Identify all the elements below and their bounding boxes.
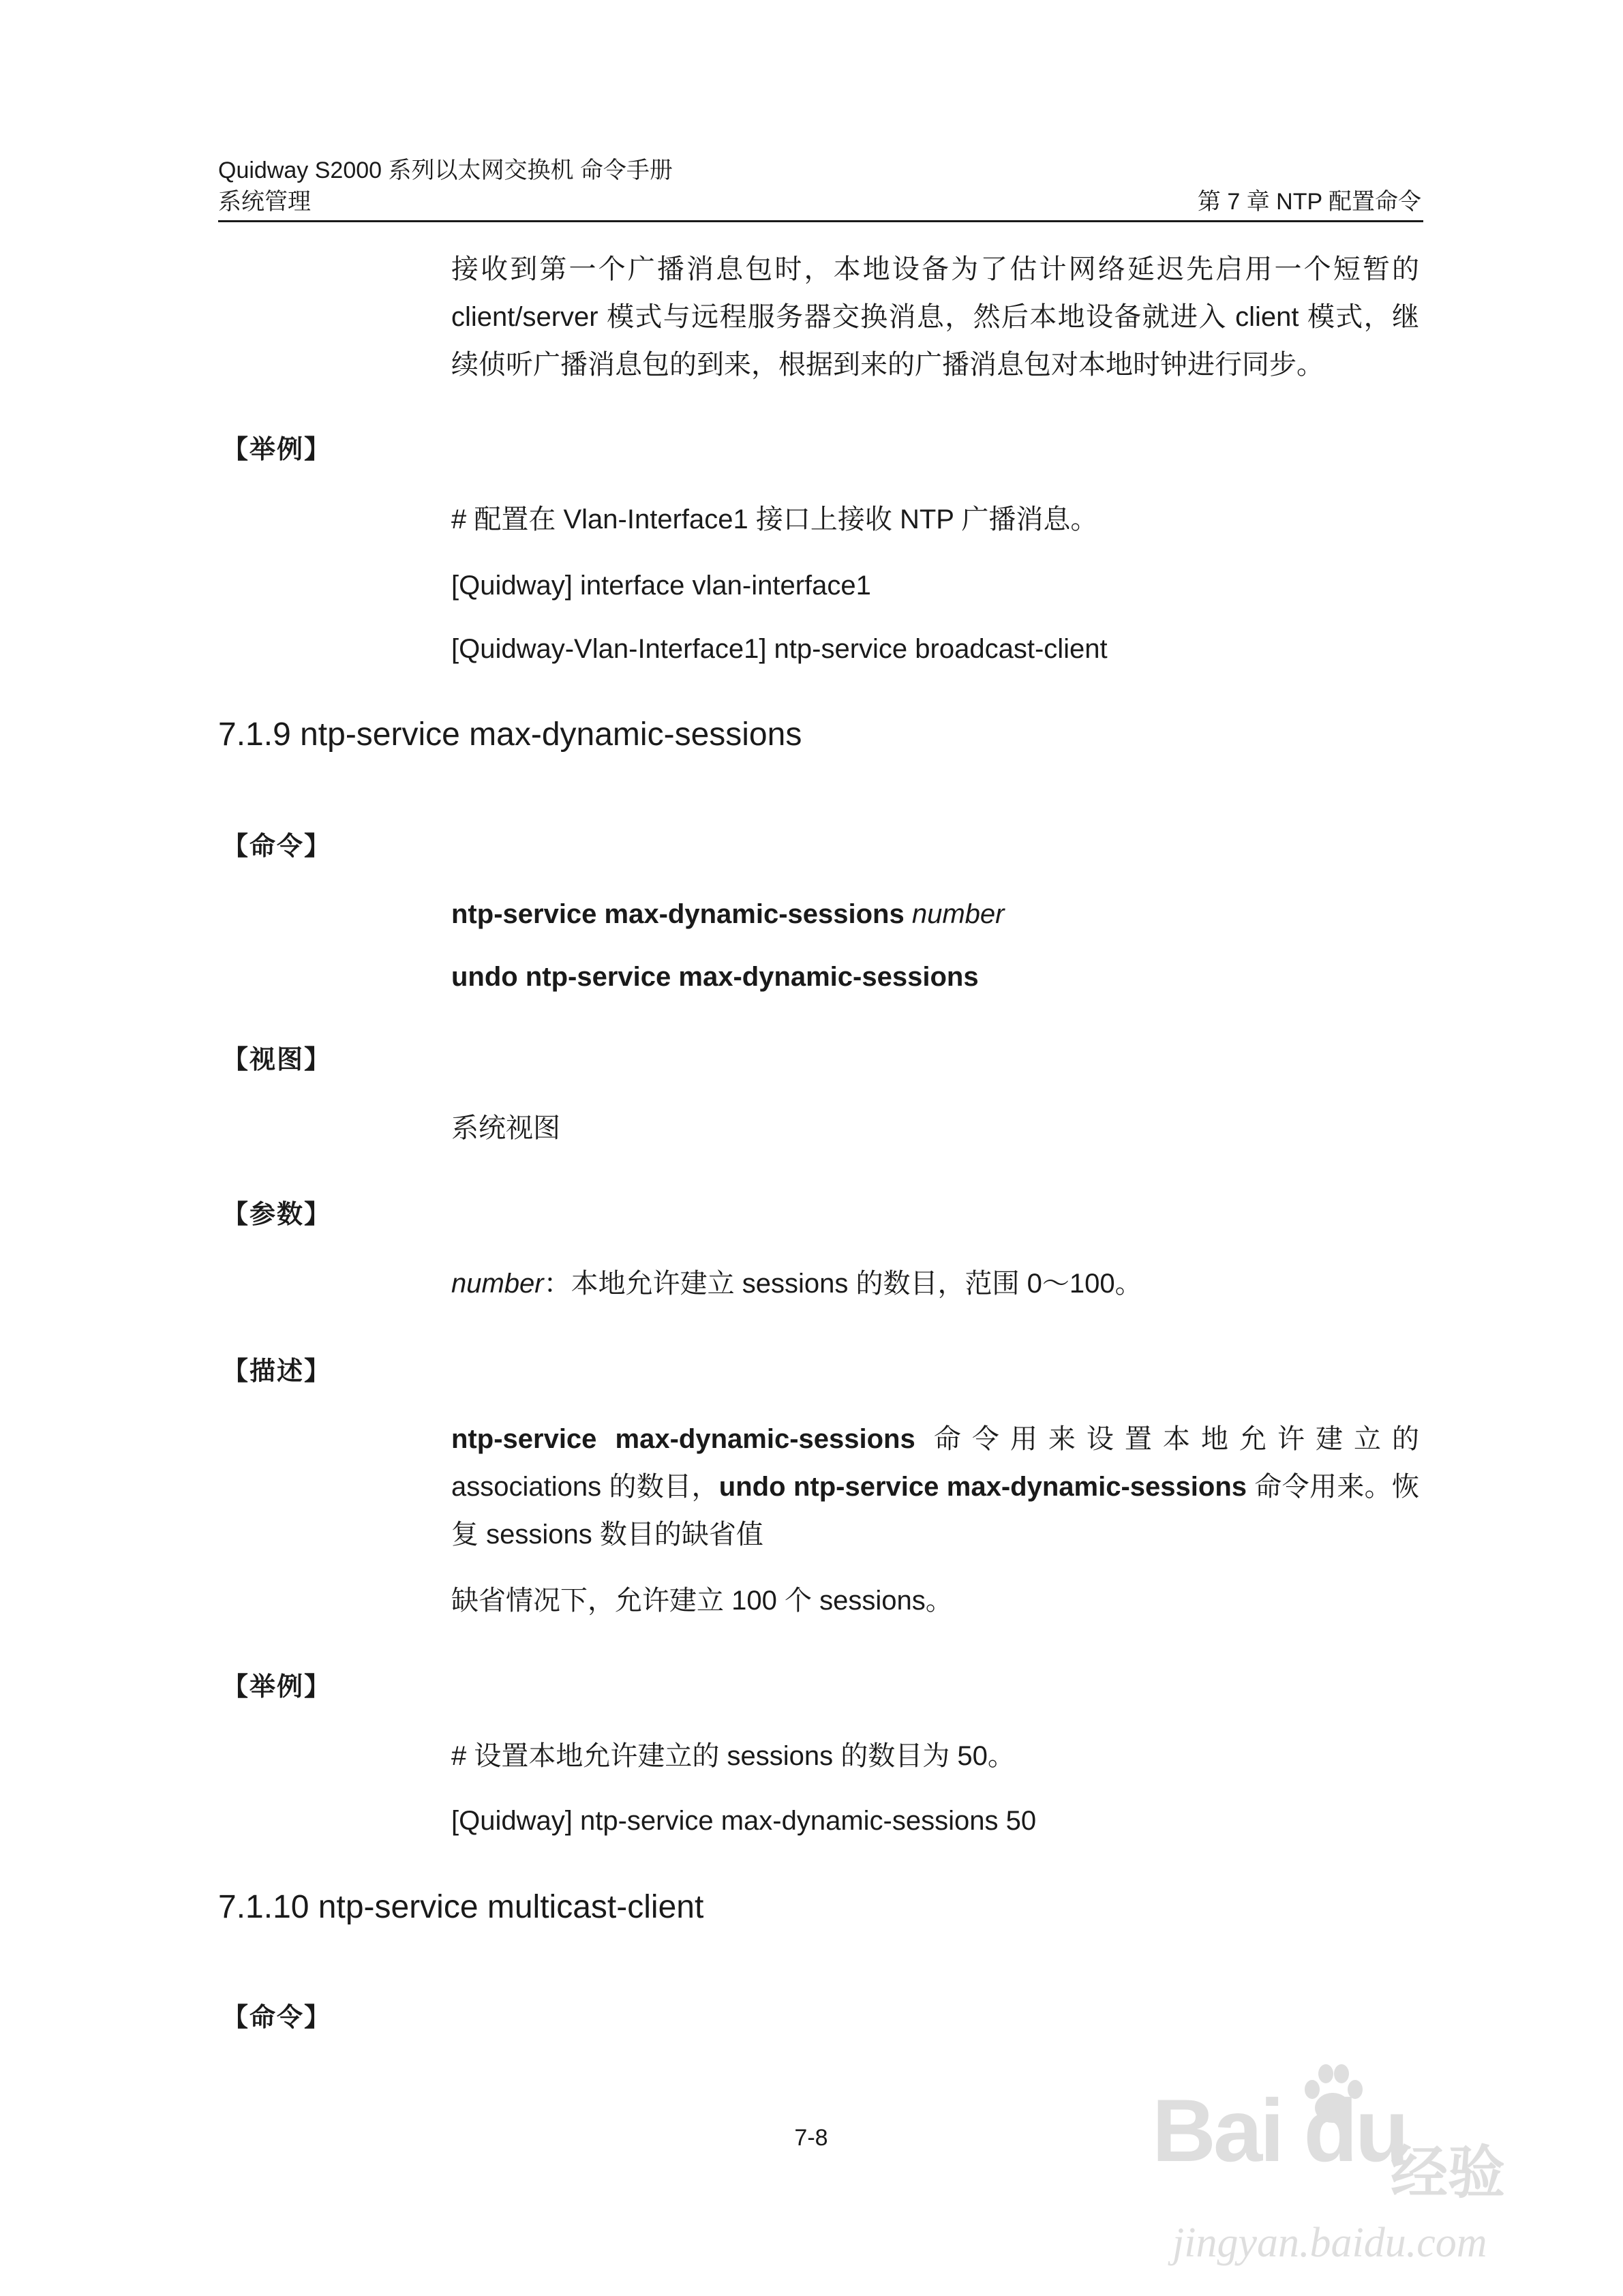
view-text: 系统视图 — [451, 1113, 560, 1143]
header-title: Quidway S2000 系列以太网交换机 命令手册 — [218, 157, 673, 183]
example-comment: # 配置在 Vlan-Interface1 接口上接收 NTP 广播消息。 — [451, 504, 1098, 534]
command-tag: 【命令】 — [222, 2004, 332, 2032]
parameter-text: ：本地允许建立 sessions 的数目，范围 0～100。 — [543, 1269, 1142, 1299]
example-code-line: [Quidway] interface vlan-interface1 — [451, 571, 871, 601]
example-comment: # 设置本地允许建立的 sessions 的数目为 50。 — [451, 1741, 1015, 1771]
command-syntax — [451, 890, 1419, 938]
intro-paragraph: 接收到第一个广播消息包时，本地设备为了估计网络延迟先启用一个短暂的client/server 模式与远程服务器交换消息，然后本地设备就进入 client 模式，继续侦听广播消息包的到来，根据到来的广播消息包对本地时钟进行同步。 — [451, 254, 1419, 380]
description-tag: 【描述】 — [222, 1357, 332, 1386]
description-text: 命令用来设置本地允许建立的 associations 的数目， — [451, 1424, 1419, 1502]
watermark-logo: Bai du — [1152, 2081, 1407, 2180]
parameter-name: number — [451, 1269, 544, 1299]
command-tag: 【命令】 — [222, 832, 332, 861]
example-code-line: [Quidway] ntp-service max-dynamic-sessions 50 — [451, 1806, 1037, 1836]
section-heading: 7.1.10 ntp-service multicast-client — [218, 1889, 704, 1925]
section-heading: 7.1.9 ntp-service max-dynamic-sessions — [218, 716, 802, 753]
parameter-tag: 【参数】 — [222, 1200, 332, 1229]
example-code-line: [Quidway-Vlan-Interface1] ntp-service broadcast-client — [451, 634, 1108, 664]
example-tag: 【举例】 — [222, 436, 332, 464]
description-undo-command: undo ntp-service max-dynamic-sessions — [718, 1472, 1247, 1502]
description-text: 命令用来。恢复 sessions 数目的缺省值 — [451, 1472, 1419, 1550]
undo-command-syntax: undo ntp-service max-dynamic-sessions — [451, 962, 979, 992]
command-parameter: number — [911, 899, 1005, 929]
watermark-brand: 经验 — [1391, 2141, 1506, 2205]
baidu-watermark — [1125, 2059, 1547, 2284]
parameter-description — [451, 1260, 1419, 1308]
command-keyword: ntp-service max-dynamic-sessions — [451, 899, 905, 929]
header-chapter: 第 7 章 NTP 配置命令 — [1197, 189, 1421, 215]
watermark-url: jingyan.baidu.com — [1172, 2220, 1487, 2266]
header-section: 系统管理 — [218, 189, 311, 215]
header-rule — [218, 220, 1423, 222]
page-number: 7-8 — [794, 2125, 828, 2151]
description-paragraph — [451, 1415, 1419, 1558]
description-command: ntp-service max-dynamic-sessions — [451, 1424, 915, 1454]
default-value-text: 缺省情况下，允许建立 100 个 sessions。 — [451, 1586, 953, 1616]
example-tag: 【举例】 — [222, 1673, 332, 1702]
view-tag: 【视图】 — [222, 1046, 332, 1074]
